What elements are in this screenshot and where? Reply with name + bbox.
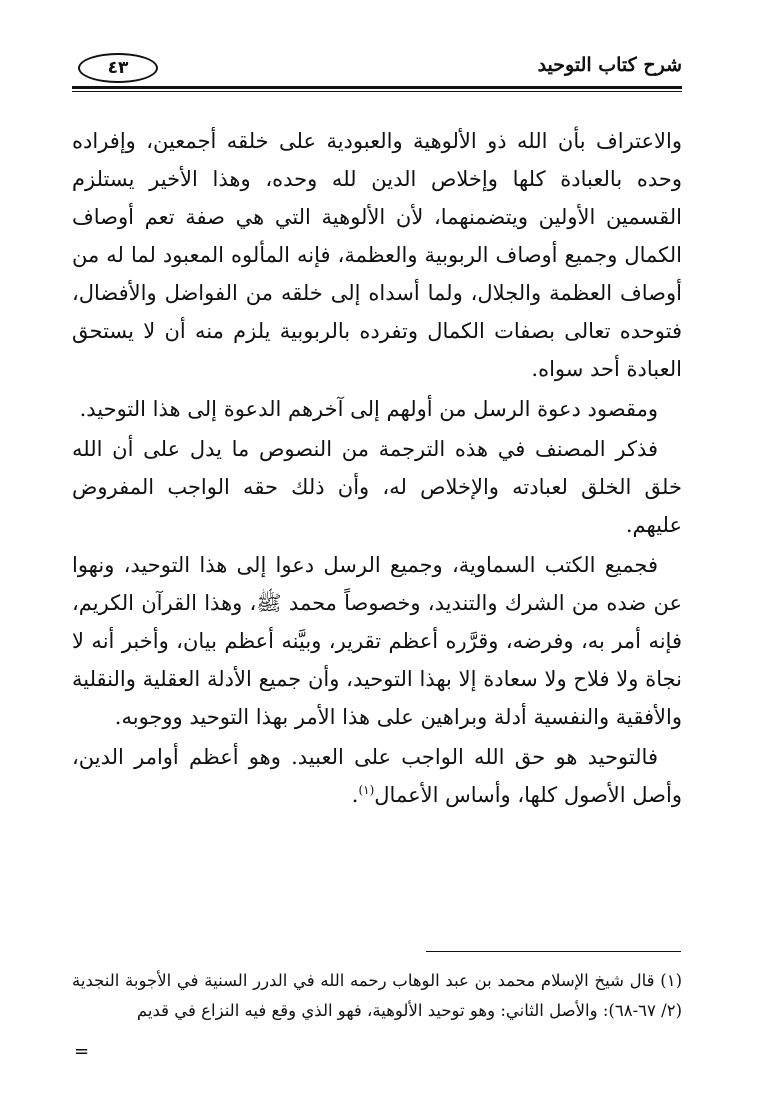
main-text: [72, 122, 682, 814]
paragraph-1: والاعتراف بأن الله ذو الألوهية والعبودية على خلقه أجمعين، وإفراده وحده بالعبادة كلها وإخلاص الدين لله وحده، وهذا الأخير يستلزم القسمين الأولين ويتضمنهما، لأن الألوهية التي هي صفة تعم أوصاف الكمال وجميع أوصاف الربوبية والعظمة، فإنه المألوه المعبود لما له من أوصاف العظمة والجلال، ولما أسداه إلى خلقه من الفواضل والأفضال، فتوحده تعالى بصفات الكمال وتفرده بالربوبية يلزم منه أن لا يستحق العبادة أحد سواه.: [72, 129, 682, 381]
paragraph-5-end: .: [351, 783, 359, 807]
paragraph-3: فذكر المصنف في هذه الترجمة من النصوص ما يدل على أن الله خلق الخلق لعبادته والإخلاص له، وأن ذلك حقه الواجب المفروض عليهم.: [72, 437, 682, 537]
paragraph-5-text: فالتوحيد هو حق الله الواجب على العبيد. وهو أعظم أوامر الدين، وأصل الأصول كلها، وأساس الأعمال: [72, 745, 682, 807]
footnotes: [72, 966, 682, 1026]
footnote-1: (١) قال شيخ الإسلام محمد بن عبد الوهاب رحمه الله في الدرر السنية في الأجوبة النجدية (٢/ ٦٧-٦٨): والأصل الثاني: وهو توحيد الألوهية، فهو الذي وقع فيه النزاع في قديم: [72, 971, 682, 1020]
header-rule: [72, 86, 682, 92]
page-number-badge: ٤٣: [78, 53, 158, 83]
paragraph-2: ومقصود دعوة الرسل من أولهم إلى آخرهم الدعوة إلى هذا التوحيد.: [79, 397, 658, 421]
footnote-separator: [426, 951, 681, 952]
running-header: [72, 52, 682, 86]
header-rule-thick-line: [72, 86, 682, 89]
footnote-reference[interactable]: (١): [358, 783, 375, 797]
continuation-mark: =: [74, 1041, 90, 1062]
book-title: شرح كتاب التوحيد: [537, 54, 682, 76]
paragraph-5: [72, 738, 682, 814]
paragraph-4: فجميع الكتب السماوية، وجميع الرسل دعوا إلى هذا التوحيد، ونهوا عن ضده من الشرك والتنديد، وخصوصاً محمد ﷺ، وهذا القرآن الكريم، فإنه أمر به، وفرضه، وقرَّره أعظم تقرير، وبيَّنه أعظم بيان، وأخبر أنه لا نجاة ولا فلاح ولا سعادة إلا بهذا التوحيد، وأن جميع الأدلة العقلية والنقلية والأفقية والنفسية أدلة وبراهين على هذا الأمر بهذا التوحيد ووجوبه.: [72, 553, 682, 729]
header-rule-thin-line: [72, 91, 682, 92]
